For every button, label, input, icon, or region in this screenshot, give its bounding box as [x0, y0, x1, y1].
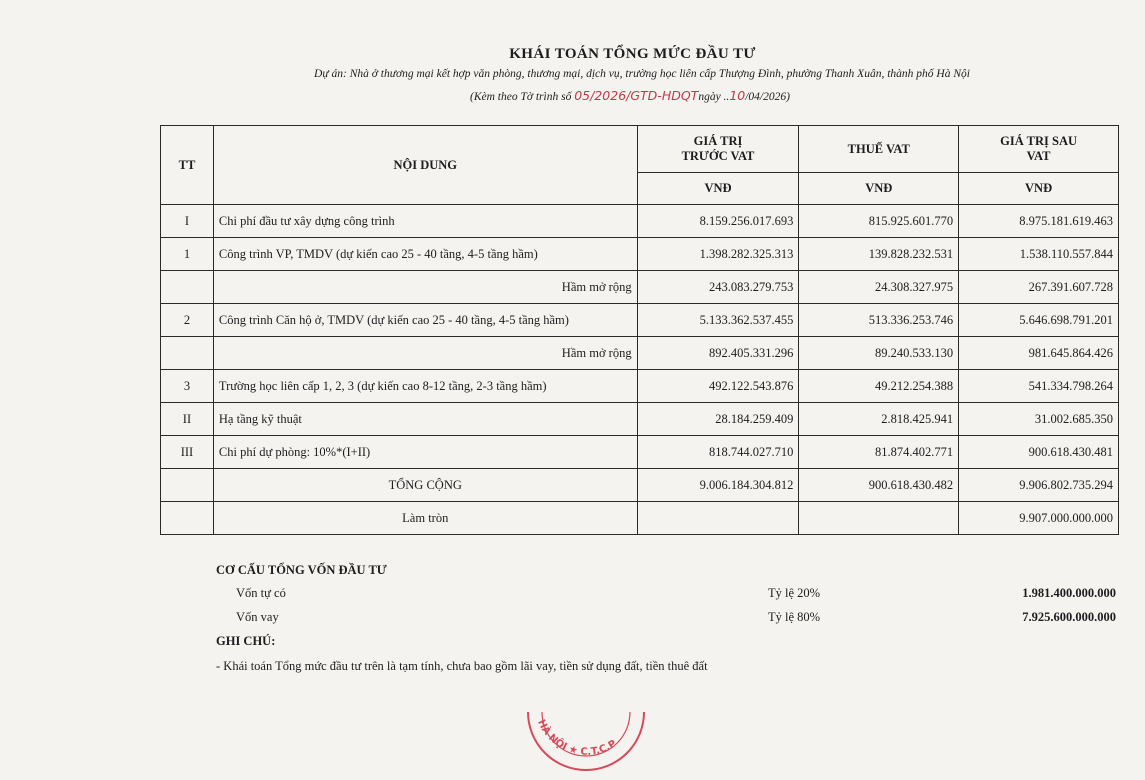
- header-vat: THUẾ VAT: [799, 126, 959, 173]
- row-vat: 815.925.601.770: [799, 205, 959, 238]
- row-before-vat: 818.744.027.710: [637, 436, 799, 469]
- row-after-vat: 541.334.798.264: [959, 370, 1119, 403]
- row-after-vat: 267.391.607.728: [959, 271, 1119, 304]
- capital-own-ratio: Tỷ lệ 20%: [768, 586, 821, 600]
- investment-table: [160, 125, 1119, 535]
- row-before-vat: 492.122.543.876: [637, 370, 799, 403]
- header-content: NỘI DUNG: [213, 126, 637, 205]
- rounded-vat: [799, 502, 959, 535]
- table-row: [161, 337, 1119, 370]
- capital-title: CƠ CẤU TỔNG VỐN ĐẦU TƯ: [216, 563, 387, 577]
- row-after-vat: 31.002.685.350: [959, 403, 1119, 436]
- row-before-vat: 892.405.331.296: [637, 337, 799, 370]
- row-after-vat: 8.975.181.619.463: [959, 205, 1119, 238]
- header-tt: TT: [161, 126, 214, 205]
- row-vat: 89.240.533.130: [799, 337, 959, 370]
- row-before-vat: 5.133.362.537.455: [637, 304, 799, 337]
- rounded-before: [637, 502, 799, 535]
- table-row: [161, 271, 1119, 304]
- table-row: [161, 436, 1119, 469]
- row-vat: 24.308.327.975: [799, 271, 959, 304]
- row-after-vat: 981.645.864.426: [959, 337, 1119, 370]
- row-tt: I: [161, 205, 214, 238]
- unit-before: VNĐ: [637, 173, 799, 205]
- row-after-vat: 5.646.698.791.201: [959, 304, 1119, 337]
- header-before-vat: [637, 126, 799, 173]
- row-before-vat: 28.184.259.409: [637, 403, 799, 436]
- total-after: 9.906.802.735.294: [959, 469, 1119, 502]
- table-row: [161, 370, 1119, 403]
- red-stamp: [520, 700, 650, 780]
- capital-own-amount: 1.981.400.000.000: [1022, 586, 1116, 600]
- capital-own-label: Vốn tự có: [236, 586, 286, 600]
- total-label: TỔNG CỘNG: [213, 469, 637, 502]
- row-content: Hầm mở rộng: [213, 271, 637, 304]
- row-tt: 3: [161, 370, 214, 403]
- header-after-vat-label: GIÁ TRỊ SAU VAT: [1000, 134, 1078, 163]
- notes-text: - Khái toán Tổng mức đầu tư trên là tạm tính, chưa bao gồm lãi vay, tiền sử dụng đất, tiền thuê đất: [216, 659, 708, 673]
- row-content: Công trình VP, TMDV (dự kiến cao 25 - 40 tầng, 4-5 tầng hầm): [213, 238, 637, 271]
- row-tt: [161, 271, 214, 304]
- row-vat: 49.212.254.388: [799, 370, 959, 403]
- row-content: Chi phí dự phòng: 10%*(I+II): [213, 436, 637, 469]
- stamp-text: HÀ NỘI ★ C.T.C.P: [535, 718, 619, 758]
- ref-mid: ngày ..: [698, 91, 730, 103]
- ref-number-handwritten: 05/2026/GTD-HDQT: [574, 88, 699, 103]
- total-before: 9.006.184.304.812: [637, 469, 799, 502]
- total-vat: 900.618.430.482: [799, 469, 959, 502]
- capital-loan-label: Vốn vay: [236, 610, 279, 624]
- header-before-vat-label: GIÁ TRỊ TRƯỚC VAT: [681, 134, 755, 163]
- ref-suffix: /04/2026): [745, 91, 790, 103]
- svg-text:HÀ NỘI ★ C.T.C.P: [535, 718, 618, 758]
- table-row: [161, 205, 1119, 238]
- row-vat: 139.828.232.531: [799, 238, 959, 271]
- row-vat: 513.336.253.746: [799, 304, 959, 337]
- total-row: [161, 469, 1119, 502]
- project-subtitle: Dự án: Nhà ở thương mại kết hợp văn phòng, thương mại, dịch vụ, trường học liên cấp Thượng Đình, phường Thanh Xuân, thành phố Hà Nội: [314, 68, 970, 80]
- rounded-label: Làm tròn: [213, 502, 637, 535]
- header-after-vat: [959, 126, 1119, 173]
- row-content: Hầm mở rộng: [213, 337, 637, 370]
- rounded-after: 9.907.000.000.000: [959, 502, 1119, 535]
- row-before-vat: 243.083.279.753: [637, 271, 799, 304]
- table-row: [161, 403, 1119, 436]
- row-content: Công trình Căn hộ ở, TMDV (dự kiến cao 25 - 40 tầng, 4-5 tầng hầm): [213, 304, 637, 337]
- row-tt: III: [161, 436, 214, 469]
- row-after-vat: 900.618.430.481: [959, 436, 1119, 469]
- row-content: Hạ tầng kỹ thuật: [213, 403, 637, 436]
- unit-after: VNĐ: [959, 173, 1119, 205]
- document-title: KHÁI TOÁN TỔNG MỨC ĐẦU TƯ: [509, 46, 756, 62]
- table-row: [161, 238, 1119, 271]
- row-vat: 81.874.402.771: [799, 436, 959, 469]
- row-tt: 2: [161, 304, 214, 337]
- row-before-vat: 8.159.256.017.693: [637, 205, 799, 238]
- rounded-tt: [161, 502, 214, 535]
- row-tt: [161, 337, 214, 370]
- row-vat: 2.818.425.941: [799, 403, 959, 436]
- ref-prefix: (Kèm theo Tờ trình số: [470, 91, 572, 103]
- row-before-vat: 1.398.282.325.313: [637, 238, 799, 271]
- row-after-vat: 1.538.110.557.844: [959, 238, 1119, 271]
- capital-loan-amount: 7.925.600.000.000: [1022, 610, 1116, 624]
- row-content: Trường học liên cấp 1, 2, 3 (dự kiến cao 8-12 tầng, 2-3 tầng hầm): [213, 370, 637, 403]
- row-tt: 1: [161, 238, 214, 271]
- reference-line: [470, 88, 790, 103]
- table-body: [161, 205, 1119, 469]
- rounded-row: [161, 502, 1119, 535]
- ref-day-handwritten: 10: [729, 88, 746, 103]
- row-tt: II: [161, 403, 214, 436]
- row-content: Chi phí đầu tư xây dựng công trình: [213, 205, 637, 238]
- total-tt: [161, 469, 214, 502]
- capital-loan-ratio: Tỷ lệ 80%: [768, 610, 821, 624]
- notes-title: GHI CHÚ:: [216, 634, 276, 648]
- unit-vat: VNĐ: [799, 173, 959, 205]
- table-row: [161, 304, 1119, 337]
